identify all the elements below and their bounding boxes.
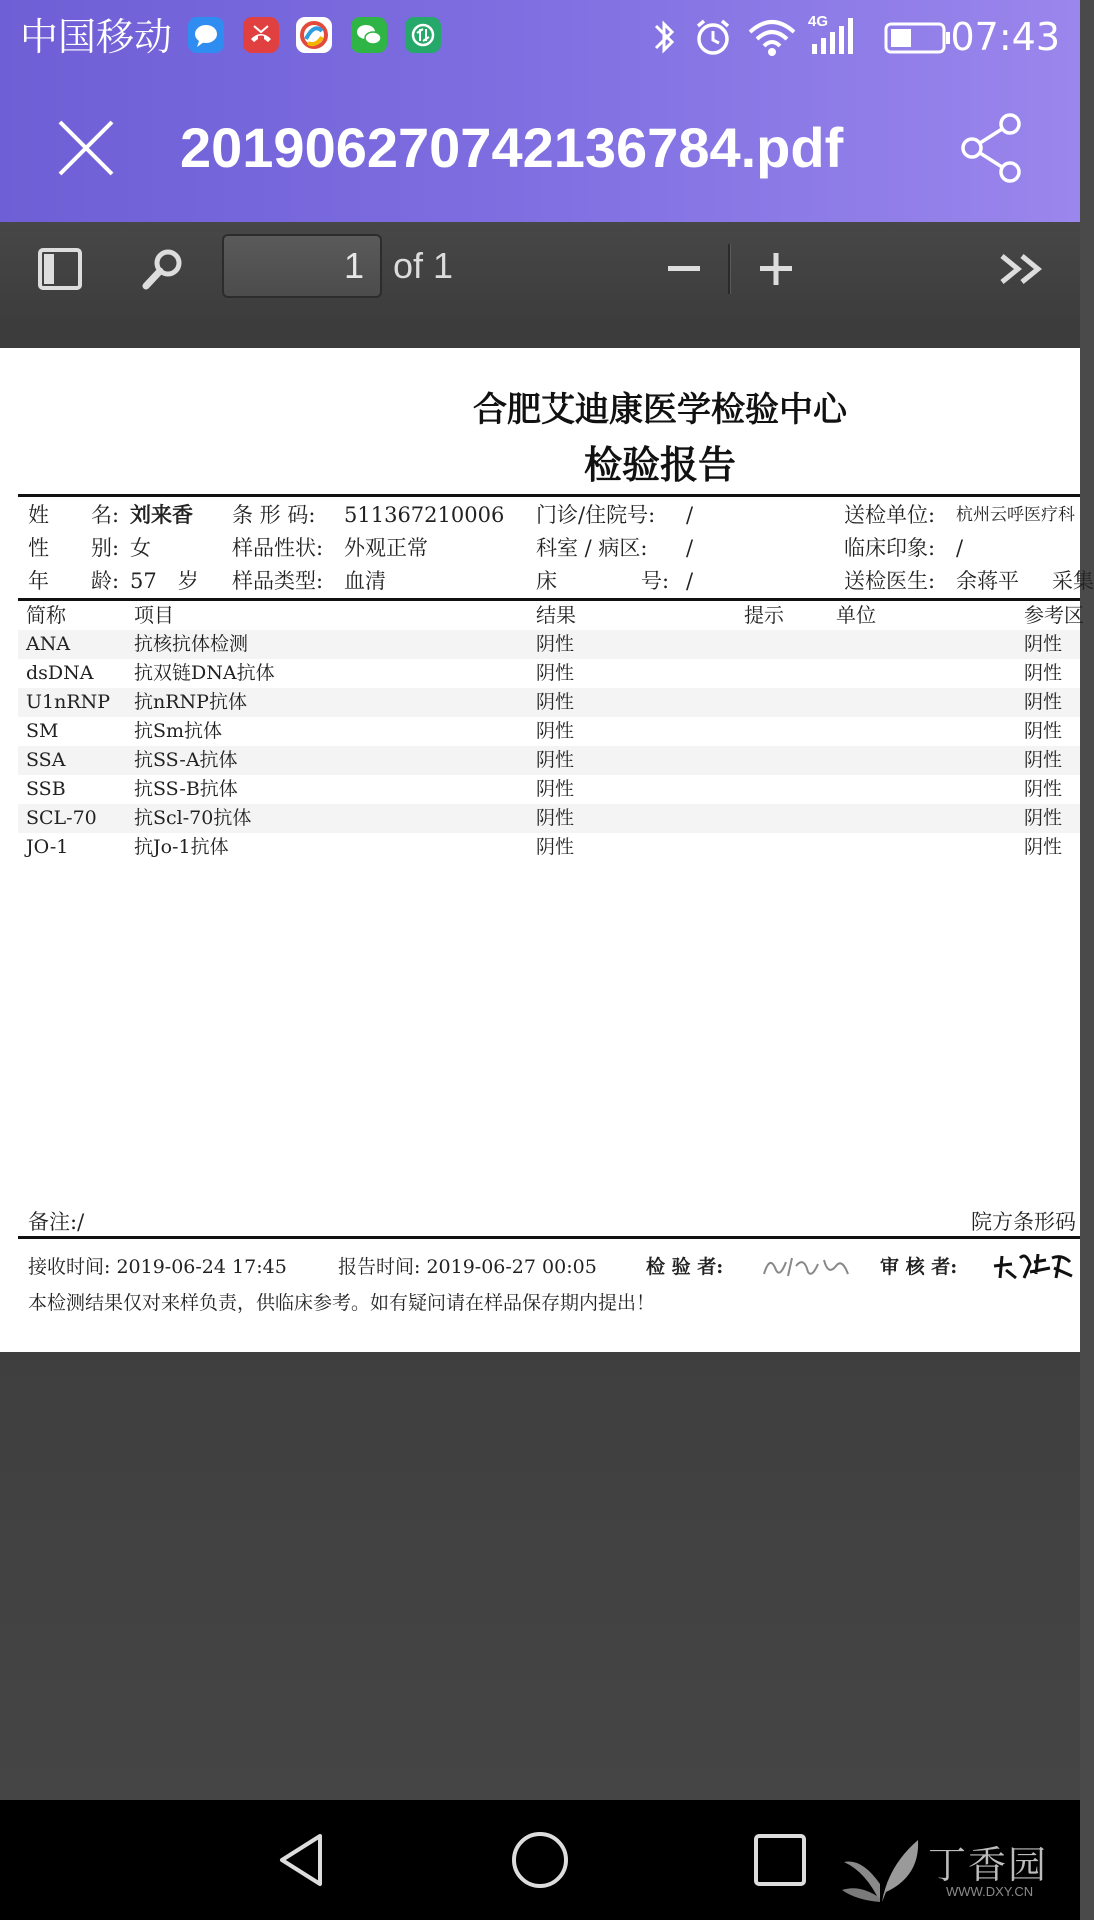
home-button[interactable] — [510, 1830, 570, 1890]
doctor-value: 余蒋平 — [956, 569, 1019, 593]
report-times-row — [0, 1250, 1080, 1284]
table-row — [18, 688, 1080, 717]
remark: 备注:/ — [28, 1210, 85, 1234]
watermark-brand: 丁香园 — [928, 1843, 1049, 1887]
row-reference: 阴性 — [1024, 691, 1063, 713]
more-tools-button[interactable] — [996, 244, 1048, 294]
row-result: 阴性 — [536, 633, 575, 655]
row-reference: 阴性 — [1024, 778, 1063, 800]
sample-state-value: 外观正常 — [344, 536, 428, 560]
table-row — [18, 833, 1080, 862]
title-bar — [0, 74, 1080, 222]
row-item: 抗Scl-70抗体 — [134, 807, 252, 829]
row-result: 阴性 — [536, 836, 575, 858]
toolbar-divider — [728, 244, 730, 294]
disclaimer: 本检测结果仅对来样负责，供临床参考。如有疑问请在样品保存期内提出！ — [28, 1292, 656, 1314]
row-item: 抗nRNP抗体 — [134, 691, 247, 713]
plus-icon — [756, 244, 798, 294]
row-result: 阴性 — [536, 691, 575, 713]
table-row — [18, 630, 1080, 659]
row-reference: 阴性 — [1024, 836, 1063, 858]
viewer-gap — [0, 322, 1080, 348]
table-header — [0, 600, 1084, 630]
recents-button[interactable] — [750, 1830, 810, 1890]
row-result: 阴性 — [536, 807, 575, 829]
network-type-label: 4G — [808, 13, 829, 30]
row-item: 抗核抗体检测 — [134, 633, 249, 655]
col-reference: 参考区 — [1024, 603, 1084, 627]
gender-value: 女 — [130, 536, 151, 560]
sample-type-label: 样品类型: — [232, 569, 324, 593]
browser-app-icon — [296, 17, 332, 53]
patient-info-row-3 — [0, 564, 1094, 598]
clinical-value: / — [956, 536, 964, 560]
row-result: 阴性 — [536, 720, 575, 742]
back-button[interactable] — [272, 1830, 332, 1890]
table-row — [18, 804, 1080, 833]
age-label: 年 龄: — [28, 569, 120, 593]
row-item: 抗SS-A抗体 — [134, 749, 238, 771]
row-abbr: SSA — [26, 749, 66, 771]
file-title: 20190627074213678​4.pdf — [180, 116, 844, 179]
row-abbr: U1nRNP — [26, 691, 111, 713]
tester-signature — [758, 1248, 858, 1284]
battery-icon — [884, 12, 952, 62]
row-item: 抗Sm抗体 — [134, 720, 223, 742]
row-abbr: dsDNA — [26, 662, 94, 684]
name-label: 姓 名: — [28, 503, 120, 527]
share-button[interactable] — [958, 110, 1030, 186]
page-number-input[interactable]: 1 — [222, 234, 382, 298]
table-row — [18, 775, 1080, 804]
alarm-icon — [690, 12, 736, 62]
received-time: 接收时间: 2019-06-24 17:45 — [28, 1256, 287, 1278]
row-reference: 阴性 — [1024, 662, 1063, 684]
signal-icon — [806, 12, 862, 62]
wechat-icon — [351, 17, 387, 53]
viewer-background — [0, 1352, 1080, 1800]
col-item: 项目 — [134, 603, 174, 627]
sender-unit-value: 杭州云呼医疗科 — [956, 505, 1075, 525]
close-button[interactable] — [50, 112, 122, 184]
share-icon — [958, 110, 1030, 186]
app-icon — [405, 17, 441, 53]
search-button[interactable] — [138, 244, 188, 294]
row-abbr: SM — [26, 720, 59, 742]
watermark — [836, 1832, 1066, 1912]
outpatient-value: / — [686, 503, 694, 527]
minus-icon — [664, 244, 706, 294]
reviewer-label: 审 核 者: — [880, 1256, 958, 1278]
row-item: 抗双链DNA抗体 — [134, 662, 275, 684]
clock: 07:43 — [950, 15, 1060, 59]
barcode-value: 511367210006 — [344, 503, 505, 527]
leaf-logo-icon — [836, 1832, 926, 1912]
recents-square-icon — [750, 1830, 810, 1890]
row-abbr: ANA — [26, 633, 71, 655]
outpatient-label: 门诊/住院号: — [536, 503, 656, 527]
pdf-page — [0, 348, 1094, 1352]
row-item: 抗Jo-1抗体 — [134, 836, 229, 858]
organization-title: 合肥艾迪康医学检验中心 — [473, 390, 847, 430]
patient-info-row-1 — [0, 498, 1080, 532]
missed-call-icon — [243, 17, 279, 53]
status-bar — [0, 0, 1080, 74]
sample-type-value: 血清 — [344, 569, 386, 593]
row-reference: 阴性 — [1024, 720, 1063, 742]
row-result: 阴性 — [536, 662, 575, 684]
table-row — [18, 746, 1080, 775]
report-time: 报告时间: 2019-06-27 00:05 — [338, 1256, 597, 1278]
name-value: 刘来香 — [130, 502, 193, 527]
sidebar-toggle-button[interactable] — [36, 244, 84, 294]
barcode-label: 条 形 码: — [232, 503, 316, 527]
zoom-out-button[interactable] — [664, 244, 706, 294]
hospital-barcode-label: 院方条形码 — [971, 1210, 1076, 1234]
sender-unit-label: 送检单位: — [844, 503, 936, 527]
row-result: 阴性 — [536, 778, 575, 800]
footer-rule — [18, 1236, 1080, 1239]
double-chevron-right-icon — [996, 244, 1048, 294]
row-abbr: SSB — [26, 778, 66, 800]
gender-label: 性 别: — [28, 536, 120, 560]
doctor-label: 送检医生: — [844, 569, 936, 593]
bed-value: / — [686, 569, 694, 593]
col-unit: 单位 — [836, 603, 876, 627]
row-abbr: JO-1 — [26, 836, 69, 858]
row-reference: 阴性 — [1024, 633, 1063, 655]
collect-label: 采集 — [1052, 569, 1094, 593]
top-bar — [0, 0, 1080, 222]
dept-label: 科室 / 病区: — [536, 536, 648, 560]
page-count-label: of 1 — [393, 245, 454, 286]
row-abbr: SCL-70 — [26, 807, 97, 829]
wifi-icon — [746, 12, 798, 62]
age-value: 57 岁 — [130, 569, 199, 593]
row-result: 阴性 — [536, 749, 575, 771]
message-icon — [188, 17, 224, 53]
row-reference: 阴性 — [1024, 807, 1063, 829]
bluetooth-icon — [646, 12, 682, 62]
zoom-in-button[interactable] — [756, 244, 798, 294]
row-reference: 阴性 — [1024, 749, 1063, 771]
dept-value: / — [686, 536, 694, 560]
sidebar-icon — [36, 244, 84, 294]
carrier-label: 中国移动 — [20, 15, 173, 59]
close-icon — [50, 112, 122, 184]
bed-label: 床 号: — [536, 569, 670, 593]
tester-label: 检 验 者: — [646, 1256, 724, 1278]
watermark-url: WWW.DXY.CN — [946, 1884, 1034, 1899]
table-row — [18, 717, 1080, 746]
col-hint: 提示 — [744, 603, 784, 627]
home-circle-icon — [510, 1830, 570, 1890]
col-abbr: 简称 — [26, 603, 66, 627]
sample-state-label: 样品性状: — [232, 536, 324, 560]
report-title: 检验报告 — [583, 442, 736, 487]
row-item: 抗SS-B抗体 — [134, 778, 238, 800]
col-result: 结果 — [536, 603, 576, 627]
clinical-label: 临床印象: — [844, 536, 936, 560]
back-triangle-icon — [272, 1830, 332, 1890]
patient-info-row-2 — [0, 531, 1080, 565]
header-rule — [18, 494, 1080, 497]
table-row — [18, 659, 1080, 688]
reviewer-signature — [990, 1248, 1076, 1284]
search-icon — [138, 244, 188, 294]
